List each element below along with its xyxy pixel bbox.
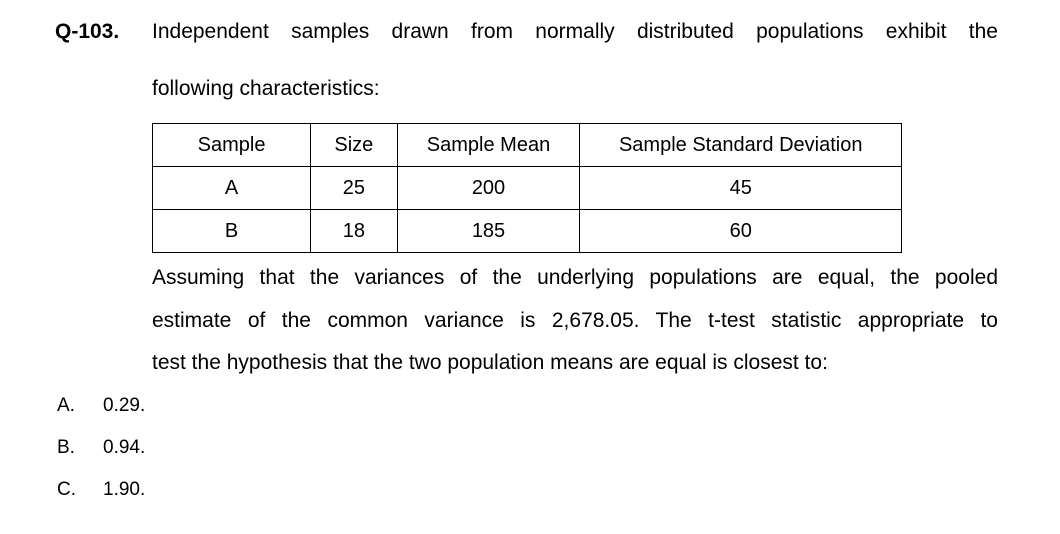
sample-characteristics-table xyxy=(152,123,902,253)
question-paragraph-line-2: estimate of the common variance is 2,678.05. The t-test statistic appropriate to xyxy=(152,309,998,332)
cell-sample-mean: 200 xyxy=(397,167,580,210)
answer-option-c[interactable] xyxy=(57,477,145,503)
cell-size: 25 xyxy=(311,167,398,210)
answer-option-a[interactable] xyxy=(57,393,145,419)
option-letter: B. xyxy=(57,437,75,458)
question-paragraph-line-3: test the hypothesis that the two population means are equal is closest to: xyxy=(152,351,828,374)
table-header-row xyxy=(153,124,902,167)
question-paragraph-line-1: Assuming that the variances of the underlying populations are equal, the pooled xyxy=(152,266,998,289)
header-sample-standard-deviation: Sample Standard Deviation xyxy=(580,124,902,167)
cell-sample-standard-deviation: 45 xyxy=(580,167,902,210)
answer-option-b[interactable] xyxy=(57,435,145,461)
option-value: 0.94. xyxy=(103,437,146,458)
header-size: Size xyxy=(311,124,398,167)
option-value: 0.29. xyxy=(103,395,146,416)
cell-size: 18 xyxy=(311,210,398,253)
option-value: 1.90. xyxy=(103,479,146,500)
table-row xyxy=(153,210,902,253)
option-letter: C. xyxy=(57,479,76,500)
question-stem-line-2: following characteristics: xyxy=(152,77,380,100)
cell-sample-mean: 185 xyxy=(397,210,580,253)
option-letter: A. xyxy=(57,395,75,416)
cell-sample: A xyxy=(153,167,311,210)
question-number: Q-103. xyxy=(55,20,120,43)
question-stem-line-1: Independent samples drawn from normally distributed populations exhibit the xyxy=(152,20,998,43)
cell-sample-standard-deviation: 60 xyxy=(580,210,902,253)
cell-sample: B xyxy=(153,210,311,253)
header-sample: Sample xyxy=(153,124,311,167)
table-row xyxy=(153,167,902,210)
header-sample-mean: Sample Mean xyxy=(397,124,580,167)
